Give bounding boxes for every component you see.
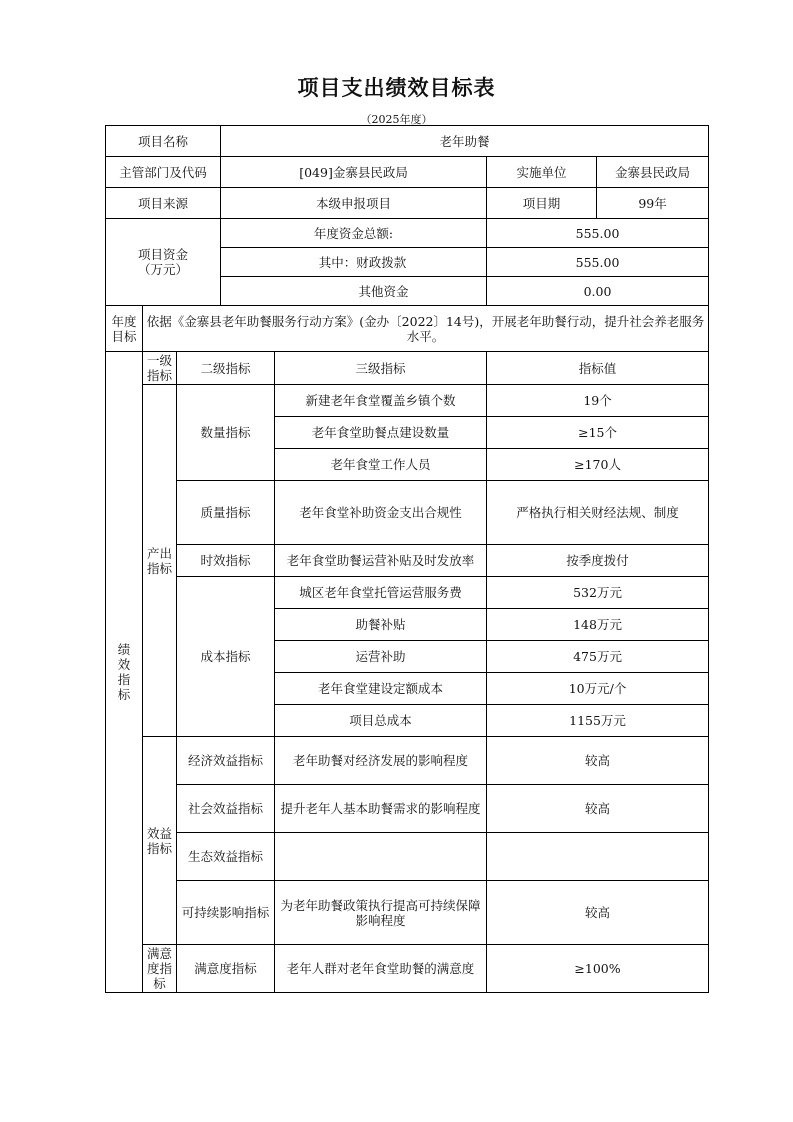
indicator-row [106,385,709,417]
indicator-row [106,833,709,881]
sustainability-label: 可持续影响指标 [177,881,275,945]
department-row [106,157,709,188]
indicator-value: 严格执行相关财经法规、制度 [487,481,709,545]
indicator-name: 老年食堂工作人员 [275,449,487,481]
fiscal-year: （2025年度） [360,113,433,126]
indicator-name: 运营补助 [275,641,487,673]
benefit-indicator-label [143,737,177,945]
indicator-value: 19个 [487,385,709,417]
page-title: 项目支出绩效目标表 [297,76,496,100]
indicator-row [106,577,709,609]
indicator-value: 532万元 [487,577,709,609]
indicator-name: 提升老年人基本助餐需求的影响程度 [275,785,487,833]
indicator-value: 较高 [487,737,709,785]
cost-indicator-label: 成本指标 [177,577,275,737]
perf-char-2: 效 [117,657,131,672]
indicator-row [106,545,709,577]
value-header: 指标值 [487,352,709,385]
ecological-benefit-label: 生态效益指标 [177,833,275,881]
indicator-value: ≥15个 [487,417,709,449]
period-label: 项目期 [487,188,597,219]
level3-header: 三级指标 [275,352,487,385]
indicator-row [106,785,709,833]
project-name-value: 老年助餐 [221,126,709,157]
funds-other-value: 0.00 [487,277,709,306]
satisfaction-label-line1: 满意 [146,946,172,961]
indicator-value: 475万元 [487,641,709,673]
source-value: 本级申报项目 [221,188,487,219]
objective-label-line2: 目标 [111,328,137,344]
department-label: 主管部门及代码 [106,157,221,188]
indicator-name: 老年人群对老年食堂助餐的满意度 [275,945,487,993]
indicator-name: 老年食堂补助资金支出合规性 [275,481,487,545]
economic-benefit-label: 经济效益指标 [177,737,275,785]
funds-total-value: 555.00 [487,219,709,248]
output-indicator-label [143,385,177,737]
satisfaction-label-line2: 度指 [146,961,172,976]
objective-label-line1: 年度 [111,313,137,329]
project-name-label: 项目名称 [106,126,221,157]
indicator-name: 助餐补贴 [275,609,487,641]
perf-char-1: 绩 [117,642,131,657]
performance-target-table [105,125,709,993]
performance-indicator-label [106,352,143,993]
perf-char-3: 指 [117,672,131,687]
indicator-name: 老年食堂助餐点建设数量 [275,417,487,449]
funds-label-line2: （万元） [138,262,189,277]
indicator-header-row [106,352,709,385]
social-benefit-label: 社会效益指标 [177,785,275,833]
objective-label [106,306,143,352]
indicator-name: 老年食堂助餐运营补贴及时发放率 [275,545,487,577]
project-name-row [106,126,709,157]
indicator-value: 10万元/个 [487,673,709,705]
indicator-name: 新建老年食堂覆盖乡镇个数 [275,385,487,417]
source-label: 项目来源 [106,188,221,219]
indicator-value: 较高 [487,785,709,833]
funds-total-label: 年度资金总额: [221,219,487,248]
funds-label-line1: 项目资金 [138,247,189,262]
funds-fiscal-value: 555.00 [487,248,709,277]
indicator-name [275,833,487,881]
output-label-line2: 指标 [146,560,172,576]
indicator-value: 按季度拨付 [487,545,709,577]
department-value: [049]金寨县民政局 [221,157,487,188]
funds-label [106,219,221,306]
level1-header-line2: 指标 [146,368,172,383]
level1-header-line1: 一级 [146,353,172,368]
funds-total-row [106,219,709,248]
indicator-name: 老年食堂建设定额成本 [275,673,487,705]
timeliness-indicator-label: 时效指标 [177,545,275,577]
benefit-label-line2: 指标 [146,840,172,856]
indicator-name: 老年助餐对经济发展的影响程度 [275,737,487,785]
indicator-value: 较高 [487,881,709,945]
source-row [106,188,709,219]
indicator-name: 项目总成本 [275,705,487,737]
indicator-row [106,881,709,945]
funds-fiscal-label: 其中：财政拨款 [221,248,487,277]
indicator-value: ≥100% [487,945,709,993]
indicator-name: 为老年助餐政策执行提高可持续保障影响程度 [275,881,487,945]
indicator-name: 城区老年食堂托管运营服务费 [275,577,487,609]
indicator-value [487,833,709,881]
objective-row [106,306,709,352]
satisfaction-indicator-label: 满意度指标 [177,945,275,993]
level2-header: 二级指标 [177,352,275,385]
indicator-value: ≥170人 [487,449,709,481]
indicator-row [106,945,709,993]
satisfaction-level1-label [143,945,177,993]
perf-char-4: 标 [117,687,131,702]
quantity-indicator-label: 数量指标 [177,385,275,481]
implementing-unit-value: 金寨县民政局 [597,157,709,188]
level1-header [143,352,177,385]
indicator-row [106,481,709,545]
period-value: 99年 [597,188,709,219]
satisfaction-label-line3: 标 [153,976,166,991]
quality-indicator-label: 质量指标 [177,481,275,545]
indicator-value: 148万元 [487,609,709,641]
implementing-unit-label: 实施单位 [487,157,597,188]
output-label-line1: 产出 [146,545,172,561]
funds-other-label: 其他资金 [221,277,487,306]
benefit-label-line1: 效益 [146,825,172,841]
indicator-row [106,737,709,785]
objective-text: 依据《金寨县老年助餐服务行动方案》(金办〔2022〕14号)，开展老年助餐行动，提升社会养老服务水平。 [143,306,709,352]
indicator-value: 1155万元 [487,705,709,737]
